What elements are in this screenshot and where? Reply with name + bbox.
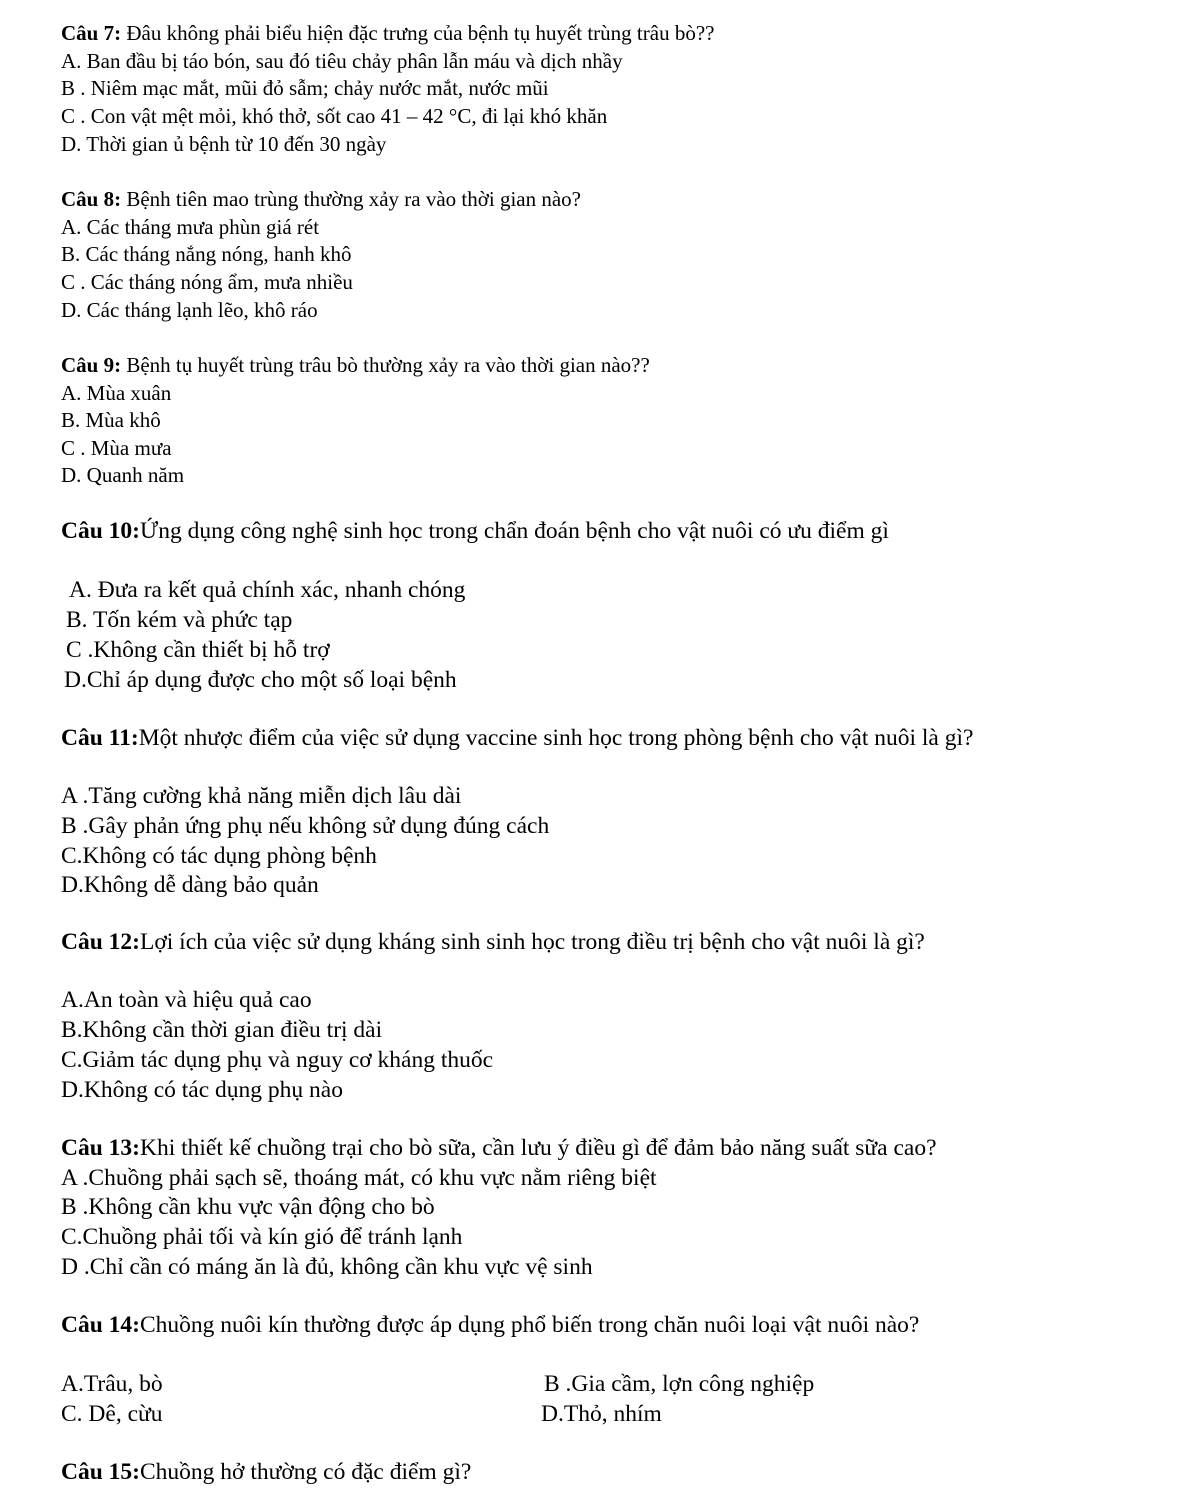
question-7-option-d: D. Thời gian ủ bệnh từ 10 đến 30 ngày <box>61 132 387 156</box>
question-8-option-a: A. Các tháng mưa phùn giá rét <box>61 215 320 239</box>
question-11-stem <box>61 727 973 751</box>
question-9-number: Câu 9: <box>61 353 122 377</box>
question-15-text: Chuồng hở thường có đặc điểm gì? <box>140 1459 472 1485</box>
question-7-stem <box>61 23 714 44</box>
question-10-text: Ứng dụng công nghệ sinh học trong chẩn đoán bệnh cho vật nuôi có ưu điểm gì <box>140 518 889 544</box>
question-12-option-a: A.An toàn và hiệu quả cao <box>61 987 312 1013</box>
question-13-option-a: A .Chuồng phải sạch sẽ, thoáng mát, có khu vực nằm riêng biệt <box>61 1165 657 1191</box>
question-11-option-a: A .Tăng cường khả năng miễn dịch lâu dài <box>61 783 462 809</box>
question-11-option-c: C.Không có tác dụng phòng bệnh <box>61 843 377 869</box>
question-14-stem <box>61 1314 919 1338</box>
question-11-text: Một nhược điểm của việc sử dụng vaccine sinh học trong phòng bệnh cho vật nuôi là gì? <box>138 725 974 751</box>
question-10-number: Câu 10: <box>61 518 140 544</box>
question-12-option-b: B.Không cần thời gian điều trị dài <box>61 1017 383 1043</box>
question-13-text: Khi thiết kế chuồng trại cho bò sữa, cần lưu ý điều gì để đảm bảo năng suất sữa cao? <box>140 1135 937 1161</box>
question-9-option-d: D. Quanh năm <box>61 463 185 487</box>
question-8-option-c: C . Các tháng nóng ẩm, mưa nhiều <box>61 270 353 294</box>
question-9-stem <box>61 355 650 376</box>
question-11-number: Câu 11: <box>61 725 139 751</box>
question-12-option-c: C.Giảm tác dụng phụ và nguy cơ kháng thuốc <box>61 1047 494 1073</box>
question-14-option-d: D.Thỏ, nhím <box>541 1401 662 1427</box>
question-10-option-d: D.Chỉ áp dụng được cho một số loại bệnh <box>64 667 457 693</box>
question-10-option-a: A. Đưa ra kết quả chính xác, nhanh chóng <box>69 577 466 603</box>
question-13-option-d: D .Chỉ cần có máng ăn là đủ, không cần khu vực vệ sinh <box>61 1254 593 1280</box>
question-8-option-b: B. Các tháng nắng nóng, hanh khô <box>61 242 352 266</box>
question-8-stem <box>61 189 581 210</box>
question-15-stem <box>61 1461 471 1485</box>
question-7-option-c: C . Con vật mệt mỏi, khó thở, sốt cao 41 – 42 °C, đi lại khó khăn <box>61 104 608 128</box>
question-8-option-d: D. Các tháng lạnh lẽo, khô ráo <box>61 298 318 322</box>
question-14-option-c: C. Dê, cừu <box>61 1401 163 1427</box>
question-12-number: Câu 12: <box>61 929 140 955</box>
question-14-option-b: B .Gia cầm, lợn công nghiệp <box>544 1371 815 1397</box>
question-12-option-d: D.Không có tác dụng phụ nào <box>61 1077 343 1103</box>
question-10-stem <box>61 520 889 544</box>
question-13-option-b: B .Không cần khu vực vận động cho bò <box>61 1194 435 1220</box>
question-12-text: Lợi ích của việc sử dụng kháng sinh sinh học trong điều trị bệnh cho vật nuôi là gì? <box>140 929 925 955</box>
question-9-option-a: A. Mùa xuân <box>61 381 172 405</box>
question-7-number: Câu 7: <box>61 21 122 45</box>
question-10-option-b: B. Tốn kém và phức tạp <box>66 607 293 633</box>
question-9-option-b: B. Mùa khô <box>61 408 161 432</box>
question-9-text: Bệnh tụ huyết trùng trâu bò thường xảy ra vào thời gian nào?? <box>121 353 650 377</box>
question-7-option-a: A. Ban đầu bị táo bón, sau đó tiêu chảy phân lẫn máu và dịch nhầy <box>61 49 623 73</box>
question-8-number: Câu 8: <box>61 187 122 211</box>
question-7-option-b: B . Niêm mạc mắt, mũi đỏ sẫm; chảy nước mắt, nước mũi <box>61 76 549 100</box>
question-11-option-b: B .Gây phản ứng phụ nếu không sử dụng đúng cách <box>61 813 550 839</box>
question-12-stem <box>61 931 925 955</box>
question-13-number: Câu 13: <box>61 1135 140 1161</box>
question-7-text: Đâu không phải biểu hiện đặc trưng của bệnh tụ huyết trùng trâu bò?? <box>121 21 715 45</box>
question-15-number: Câu 15: <box>61 1459 140 1485</box>
question-10-option-c: C .Không cần thiết bị hỗ trợ <box>66 637 330 663</box>
question-14-number: Câu 14: <box>61 1312 140 1338</box>
question-13-option-c: C.Chuồng phải tối và kín gió để tránh lạnh <box>61 1224 463 1250</box>
question-14-option-a: A.Trâu, bò <box>61 1371 163 1397</box>
question-9-option-c: C . Mùa mưa <box>61 436 172 460</box>
question-14-text: Chuồng nuôi kín thường được áp dụng phổ biến trong chăn nuôi loại vật nuôi nào? <box>140 1312 920 1338</box>
question-13-stem <box>61 1137 937 1161</box>
question-11-option-d: D.Không dễ dàng bảo quản <box>61 872 319 898</box>
question-8-text: Bệnh tiên mao trùng thường xảy ra vào thời gian nào? <box>121 187 581 211</box>
